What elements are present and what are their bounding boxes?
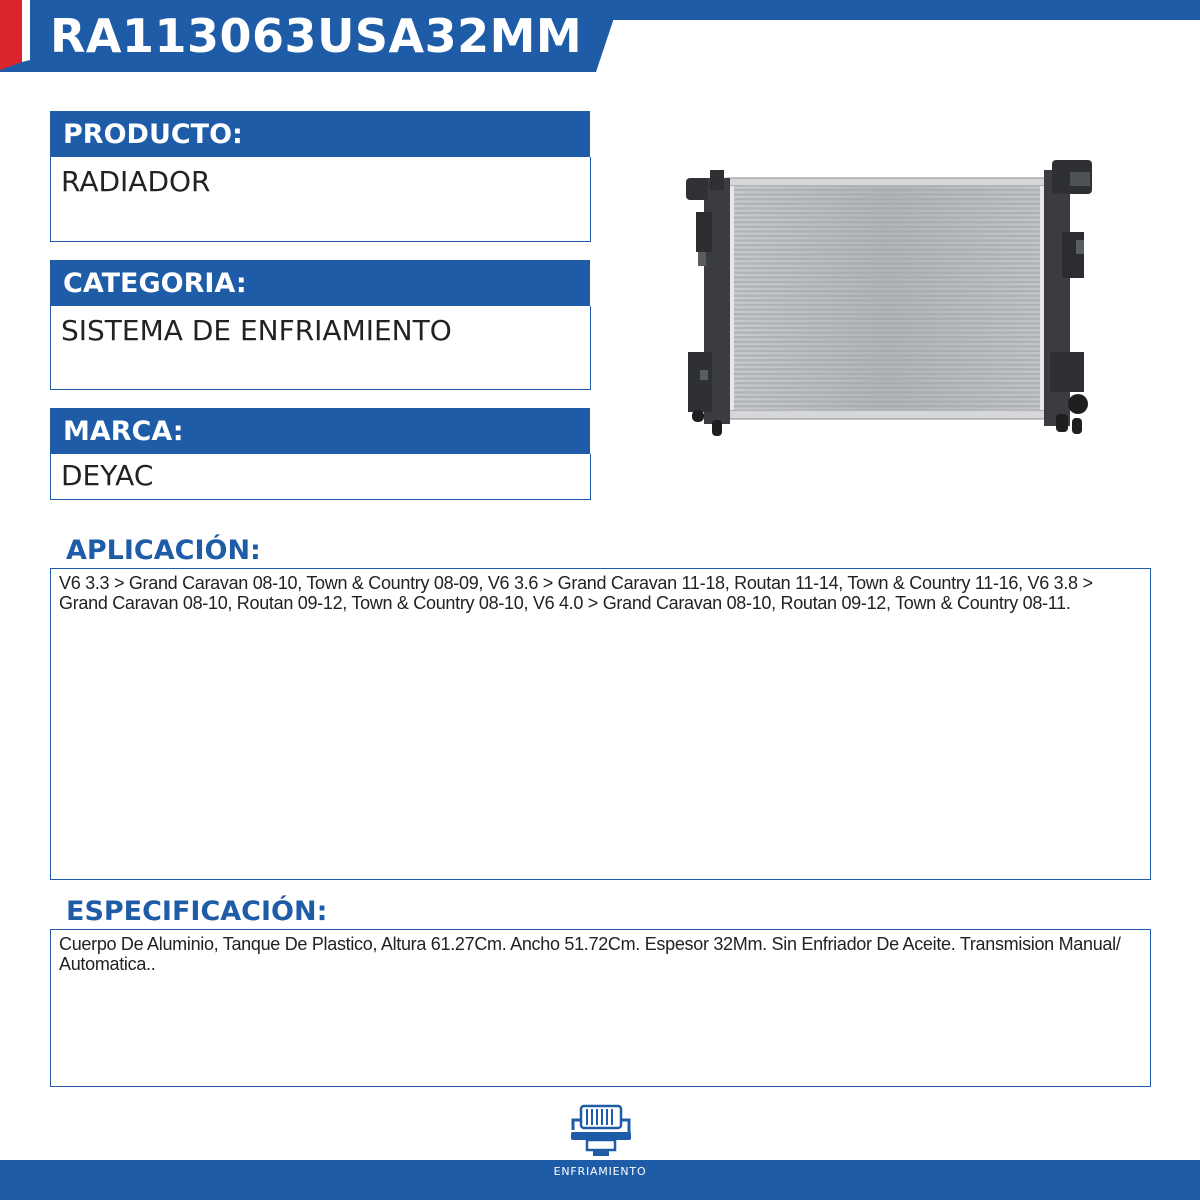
footer-category-label: ENFRIAMIENTO bbox=[553, 1165, 647, 1178]
product-code-title: RA113063USA32MM bbox=[50, 9, 583, 63]
especificacion-text-box: Cuerpo De Aluminio, Tanque De Plastico, Altura 61.27Cm. Ancho 51.72Cm. Espesor 32Mm. Sin Enfriador De Aceite. Transmision Manual/ Automatica.. bbox=[50, 929, 1151, 1087]
cooling-radiator-icon bbox=[567, 1102, 635, 1162]
categoria-label: CATEGORIA: bbox=[50, 260, 590, 306]
categoria-value: SISTEMA DE ENFRIAMIENTO bbox=[50, 306, 591, 390]
producto-label: PRODUCTO: bbox=[50, 111, 590, 157]
radiator-product-image bbox=[678, 152, 1098, 442]
producto-value: RADIADOR bbox=[50, 157, 591, 242]
aplicacion-text-box: V6 3.3 > Grand Caravan 08-10, Town & Country 08-09, V6 3.6 > Grand Caravan 11-18, Routan 11-14, Town & Country 11-16, V6 3.8 > Grand Caravan 08-10, Routan 09-12, Town & Country 08-10, V6 4.0 > Grand Caravan 08-10, Routan 09-12, Town & Country 08-11. bbox=[50, 568, 1151, 880]
marca-label: MARCA: bbox=[50, 408, 590, 454]
marca-value: DEYAC bbox=[50, 454, 591, 500]
aplicacion-label: APLICACIÓN: bbox=[66, 535, 261, 566]
especificacion-label: ESPECIFICACIÓN: bbox=[66, 896, 328, 927]
